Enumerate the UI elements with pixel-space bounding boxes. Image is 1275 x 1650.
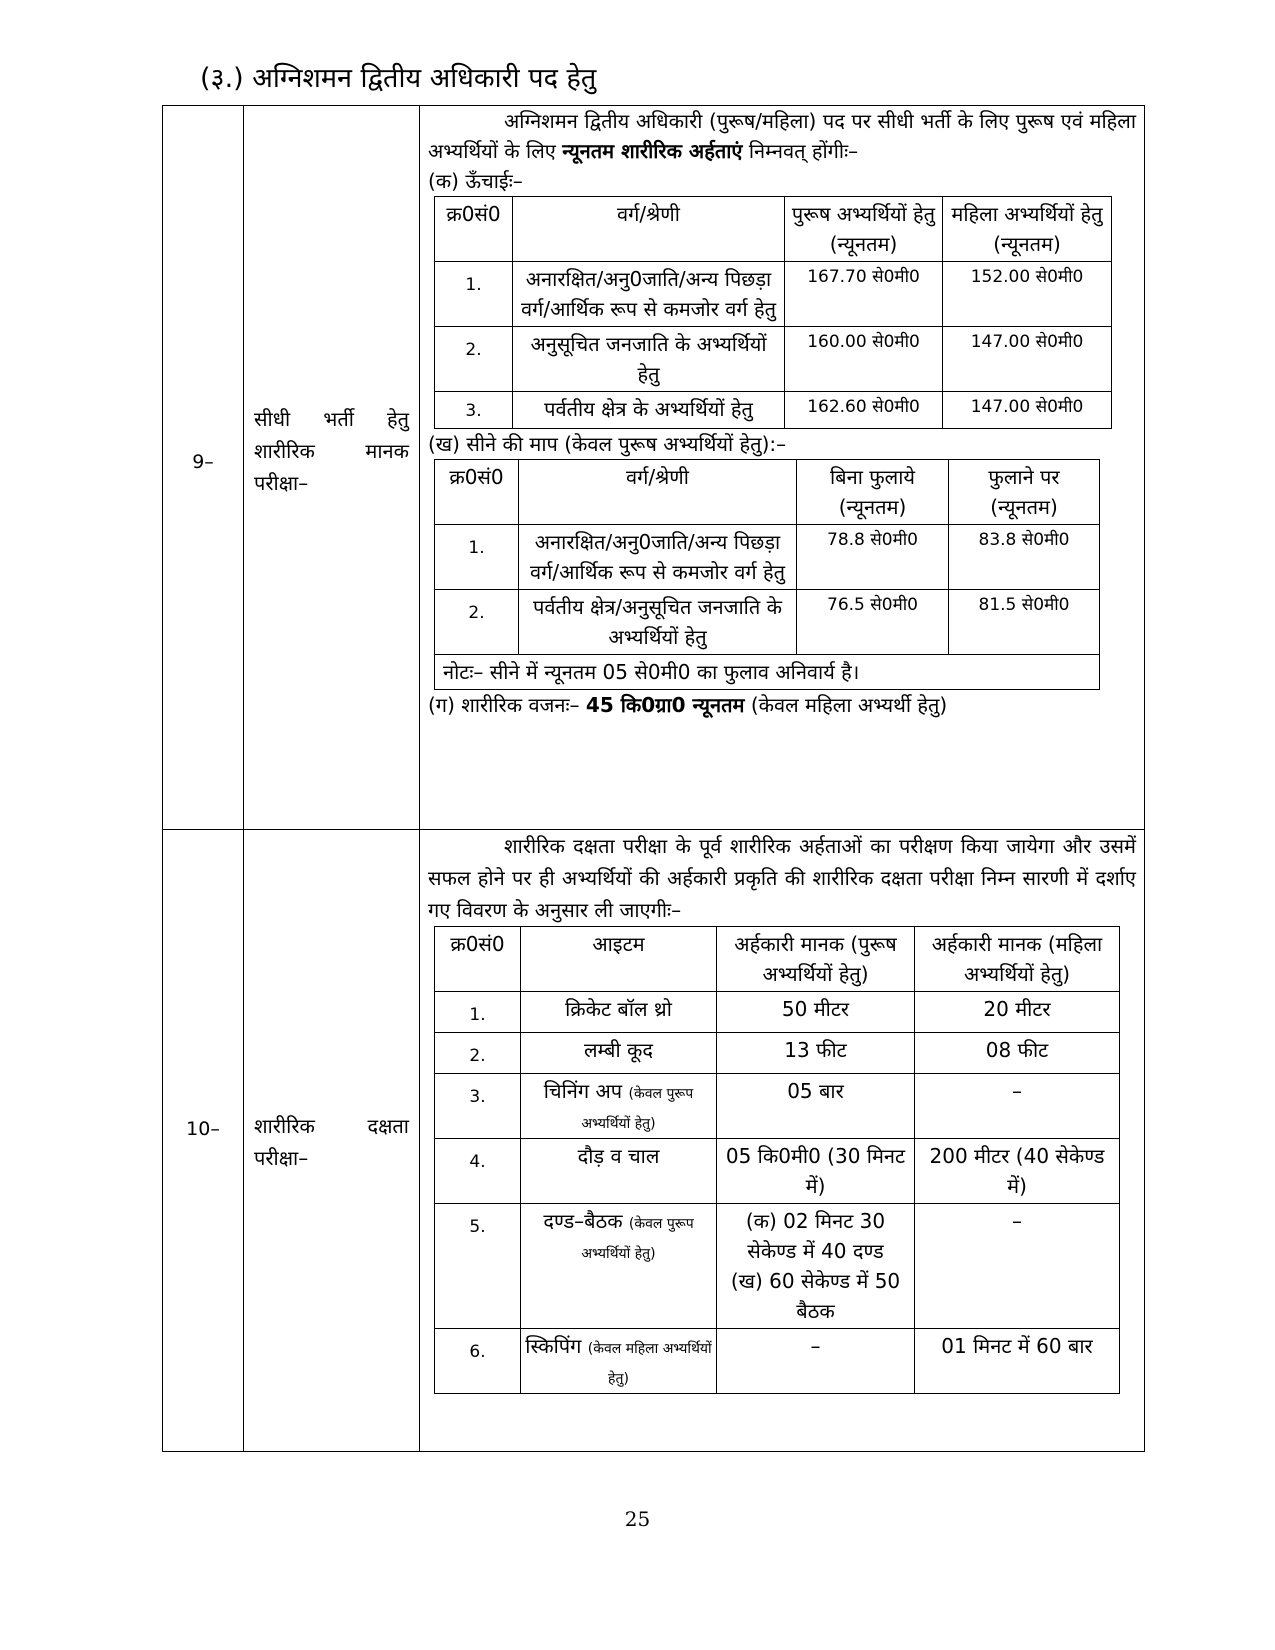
fitness-row — [435, 1204, 1120, 1329]
fitness-header-sno: क्र0सं0 — [435, 927, 521, 992]
fitness-row — [435, 1139, 1120, 1204]
fitness-row-male: 50 मीटर — [717, 992, 915, 1033]
fitness-row-sno: 6. — [435, 1329, 521, 1394]
section-9-number: 9– — [192, 451, 214, 473]
height-row-category: अनुसूचित जनजाति के अभ्यर्थियों हेतु — [513, 327, 785, 392]
chest-row-expanded: 83.8 से0मी0 — [949, 525, 1100, 590]
fitness-row-item: दौड़ व चाल — [521, 1139, 717, 1204]
section-10-row — [163, 830, 1145, 1452]
height-row-female: 147.00 से0मी0 — [943, 392, 1112, 429]
fitness-header-row — [435, 927, 1120, 992]
fitness-header-female: अर्हकारी मानक (महिला अभ्यर्थियों हेतु) — [915, 927, 1120, 992]
height-row-male: 162.60 से0मी0 — [785, 392, 943, 429]
fitness-row-female: 20 मीटर — [915, 992, 1120, 1033]
height-row-category: अनारक्षित/अनु0जाति/अन्य पिछड़ा वर्ग/आर्थिक रूप से कमजोर वर्ग हेतु — [513, 262, 785, 327]
section-9-intro-end: निम्नवत् होंगीः– — [748, 139, 859, 163]
height-header-female: महिला अभ्यर्थियों हेतु (न्यूनतम) — [943, 197, 1112, 262]
fitness-row-male-2: (ख) 60 सेकेण्ड में 50 बैठक — [730, 1269, 901, 1323]
weight-note: (केवल महिला अभ्यर्थी हेतु) — [750, 693, 948, 717]
chest-row-sno: 1. — [435, 525, 519, 590]
height-row-female: 152.00 से0मी0 — [943, 262, 1112, 327]
page-number: 25 — [624, 1507, 651, 1531]
chest-row — [435, 590, 1100, 655]
chest-row-unexpanded: 78.8 से0मी0 — [797, 525, 949, 590]
section-9-intro-bold: न्यूनतम शारीरिक अर्हताएं — [562, 139, 743, 163]
fitness-row-sno: 5. — [435, 1204, 521, 1329]
fitness-row-male: – — [717, 1329, 915, 1394]
fitness-header-item: आइटम — [521, 927, 717, 992]
fitness-row-sno: 4. — [435, 1139, 521, 1204]
weight-line — [428, 690, 1136, 720]
fitness-row-sno: 3. — [435, 1074, 521, 1139]
section-10-title: शारीरिक दक्षता परीक्षा– — [254, 1114, 409, 1170]
fitness-table — [434, 926, 1120, 1394]
section-9-title: सीधी भर्ती हेतु शारीरिक मानक परीक्षा– — [254, 407, 409, 495]
section-10-intro-text: शारीरिक दक्षता परीक्षा के पूर्व शारीरिक अर्हताओं का परीक्षण किया जायेगा और उसमें सफल होने पर ही अभ्यर्थियों की अर्हकारी प्रकृति की शारीरिक दक्षता परीक्षा निम्न सारणी में दर्शाए गए विवरण के अनुसार ली जाएगीः– — [428, 834, 1136, 922]
fitness-row-item: लम्बी कूद — [521, 1033, 717, 1074]
height-row-female: 147.00 से0मी0 — [943, 327, 1112, 392]
height-row-sno: 3. — [435, 392, 513, 429]
section-9-number-cell — [163, 106, 244, 830]
fitness-header-male: अर्हकारी मानक (पुरूष अभ्यर्थियों हेतु) — [717, 927, 915, 992]
chest-row-category: अनारक्षित/अनु0जाति/अन्य पिछड़ा वर्ग/आर्थिक रूप से कमजोर वर्ग हेतु — [519, 525, 797, 590]
section-10-title-cell — [244, 830, 420, 1452]
chest-table — [434, 459, 1100, 690]
chest-row — [435, 525, 1100, 590]
fitness-row-item-cell — [521, 1329, 717, 1394]
fitness-row-male: 05 कि0मी0 (30 मिनट में) — [717, 1139, 915, 1204]
height-header-category: वर्ग/श्रेणी — [513, 197, 785, 262]
height-header-sno: क्र0सं0 — [435, 197, 513, 262]
fitness-row-male: 13 फीट — [717, 1033, 915, 1074]
fitness-row — [435, 992, 1120, 1033]
chest-header-category: वर्ग/श्रेणी — [519, 460, 797, 525]
fitness-row-male-cell — [717, 1204, 915, 1329]
fitness-row-sno: 1. — [435, 992, 521, 1033]
section-10-body — [420, 830, 1145, 1452]
fitness-row-item-cell — [521, 1074, 717, 1139]
fitness-row-female: 200 मीटर (40 सेकेण्ड में) — [915, 1139, 1120, 1204]
fitness-row-male: (क) 02 मिनट 30 सेकेण्ड में 40 दण्ड — [745, 1209, 886, 1263]
height-label: (क) ऊँचाईः– — [428, 169, 523, 193]
height-row-sno: 1. — [435, 262, 513, 327]
height-row-male: 167.70 से0मी0 — [785, 262, 943, 327]
height-row-male: 160.00 से0मी0 — [785, 327, 943, 392]
fitness-row-male: 05 बार — [717, 1074, 915, 1139]
chest-header-sno: क्र0सं0 — [435, 460, 519, 525]
fitness-row-item-note: (केवल पुरूप अभ्यर्थियों हेतु) — [581, 1086, 694, 1132]
height-table — [434, 196, 1112, 429]
height-row — [435, 262, 1112, 327]
height-row — [435, 327, 1112, 392]
height-row-sno: 2. — [435, 327, 513, 392]
height-header-male: पुरूष अभ्यर्थियों हेतु (न्यूनतम) — [785, 197, 943, 262]
weight-value: 45 कि0ग्रा0 न्यूनतम — [585, 693, 745, 717]
height-header-row — [435, 197, 1112, 262]
height-row — [435, 392, 1112, 429]
fitness-row-female: 08 फीट — [915, 1033, 1120, 1074]
chest-row-category: पर्वतीय क्षेत्र/अनुसूचित जनजाति के अभ्यर्थियों हेतु — [519, 590, 797, 655]
fitness-row-sno: 2. — [435, 1033, 521, 1074]
section-9-row — [163, 106, 1145, 830]
chest-row-expanded: 81.5 से0मी0 — [949, 590, 1100, 655]
section-10-number: 10– — [186, 1118, 220, 1140]
fitness-row-item: स्किपिंग — [525, 1334, 582, 1358]
chest-header-unexpanded: बिना फुलाये (न्यूनतम) — [797, 460, 949, 525]
chest-header-expanded: फुलाने पर (न्यूनतम) — [949, 460, 1100, 525]
chest-note: नोटः– सीने में न्यूनतम 05 से0मी0 का फुलाव अनिवार्य है। — [435, 655, 1100, 690]
section-10-intro — [428, 830, 1136, 926]
section-9-title-cell — [244, 106, 420, 830]
fitness-row — [435, 1329, 1120, 1394]
chest-header-row — [435, 460, 1100, 525]
fitness-row-item-note: (केवल महिला अभ्यर्थियों हेतु) — [587, 1341, 712, 1387]
fitness-row-item: क्रिकेट बॉल थ्रो — [521, 992, 717, 1033]
chest-row-unexpanded: 76.5 से0मी0 — [797, 590, 949, 655]
chest-row-sno: 2. — [435, 590, 519, 655]
fitness-row-item-cell — [521, 1204, 717, 1329]
section-10-number-cell — [163, 830, 244, 1452]
fitness-row-item: दण्ड–बैठक — [543, 1209, 623, 1233]
section-9-intro — [428, 106, 1136, 166]
chest-note-row — [435, 655, 1100, 690]
fitness-row-female: – — [915, 1204, 1120, 1329]
fitness-row — [435, 1033, 1120, 1074]
fitness-row-item-note: (केवल पुरूप अभ्यर्थियों हेतु) — [581, 1216, 694, 1262]
section-heading: (३.) अग्निशमन द्वितीय अधिकारी पद हेतु — [200, 63, 597, 94]
section-9-body — [420, 106, 1145, 830]
criteria-table — [162, 105, 1145, 1452]
chest-label: (ख) सीने की माप (केवल पुरूष अभ्यर्थियों हेतु):– — [428, 432, 787, 456]
fitness-row — [435, 1074, 1120, 1139]
section-9-intro-text: अग्निशमन द्वितीय अधिकारी (पुरूष/महिला) पद पर सीधी भर्ती के लिए पुरूष एवं महिला अभ्यर्थियों के लिए — [428, 109, 1136, 163]
weight-label: (ग) शारीरिक वजनः– — [428, 693, 580, 717]
fitness-row-female: 01 मिनट में 60 बार — [915, 1329, 1120, 1394]
fitness-row-female: – — [915, 1074, 1120, 1139]
fitness-row-item: चिनिंग अप — [543, 1079, 623, 1103]
height-row-category: पर्वतीय क्षेत्र के अभ्यर्थियों हेतु — [513, 392, 785, 429]
